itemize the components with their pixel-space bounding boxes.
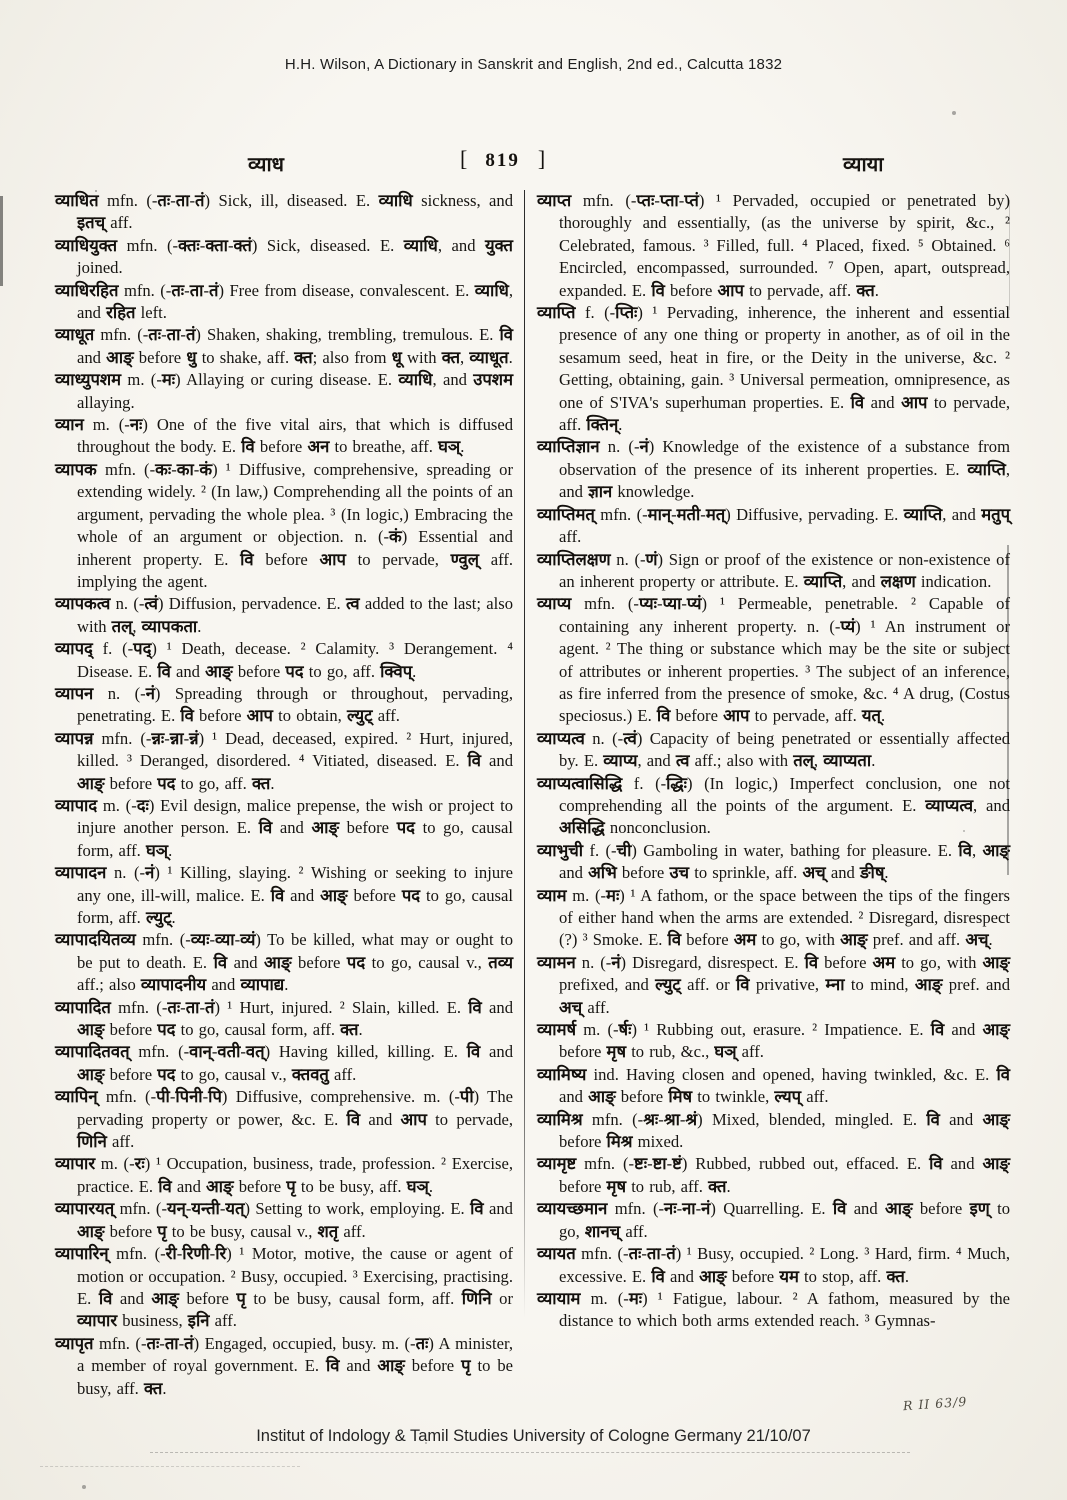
entry-body: m. (-मः) ¹ Fatigue, labour. ² A fathom, measured by the distance to which both arms extended reach. ³ Gymnas- <box>559 1288 1010 1331</box>
entry-headword: व्यामर्ष <box>537 1020 577 1040</box>
entry-headword: व्यापादित <box>55 997 111 1017</box>
dictionary-entry <box>55 862 513 929</box>
entry-body: mfn. (-कः-का-कं) ¹ Diffusive, comprehensive, spreading or extending widely. ² (In law,) Comprehending all the points of an argument, pervading the whole plea. ³ (In logic,) Embracing the whole of an argument or objection. n. (-कं) Essential and inherent property. E. वि before आप to pervade, ण्वुल् aff. implying the agent. <box>77 459 513 591</box>
entry-body: n. (-णं) Sign or proof of the existence or non-existence of an inherent property or attribute. E. व्याप्ति, and लक्षण indication. <box>559 549 1011 591</box>
entry-headword: व्यापारिन् <box>55 1244 109 1264</box>
entry-body: f. (-प्तिः) ¹ Pervading, inherence, the inherent and essential presence of any one thing or property in another, as of oil in the sesamum seed, heat in fire, or the Deity in the universe, &c. ² Getting, obtaining, gain. ³ Universal permeation, omnipresence, as one of S'IVA's superhuman properties. E. वि and आप to pervade, aff. क्तिन्. <box>559 303 1011 435</box>
page-number: 819 <box>485 150 520 171</box>
dictionary-entry <box>55 638 513 683</box>
dictionary-entry <box>55 1086 513 1153</box>
entry-body: m. (-नः) One of the five vital airs, that which is diffused throughout the body. E. वि before अन to breathe, aff. घञ्. <box>77 415 514 457</box>
entry-body: mfn. (-मान्-मती-मत्) Diffusive, pervading. E. व्याप्ति, and मतुप् aff. <box>559 504 1010 547</box>
catchword-left: व्याध <box>248 154 284 176</box>
entry-headword: व्याप्तिमत् <box>537 504 595 524</box>
entry-headword: व्यापृत <box>55 1333 94 1353</box>
dictionary-entry <box>55 235 513 280</box>
handwritten-note: R II 63/9 <box>902 1393 968 1414</box>
entry-headword: व्यापकत्व <box>55 594 111 614</box>
dictionary-entry <box>537 1198 1010 1243</box>
column-right <box>537 190 1010 1333</box>
entry-body: mfn. (-पी-पिनी-पि) Diffusive, comprehensive. m. (-पी) The pervading property or power, &c. E. वि and आप to pervade, णिनि aff. <box>77 1087 514 1152</box>
entry-body: mfn. (-री-रिणी-रि) ¹ Motor, motive, the cause or agent of motion or occupation. ² Busy, occupied. ³ Exercising, practising. E. वि and आङ् before पृ to be busy, causal form, aff. णिनि or व्यापार business, इनि aff. <box>77 1244 513 1331</box>
dictionary-entry <box>537 302 1010 436</box>
entry-headword: व्यामिश्र <box>537 1109 583 1129</box>
entry-headword: व्याप्ति <box>537 303 576 323</box>
column-left <box>55 190 513 1400</box>
entry-body: mfn. (-व्यः-व्या-व्यं) To be killed, what may or ought to be put to death. E. वि and आङ् before पद to go, causal v., तव्य aff.; also व्यापादनीय and व्यापाद्य. <box>77 930 513 995</box>
entry-body: m. (-दः) Evil design, malice prepense, the wish or project to injure another person. E. वि and आङ् before पद to go, causal form, aff. घञ्. <box>77 795 513 860</box>
dictionary-entry <box>55 414 513 459</box>
entry-headword: व्यापद् <box>55 639 93 659</box>
entry-headword: व्यापन्न <box>55 728 94 748</box>
dictionary-entry <box>55 1153 513 1198</box>
dictionary-entry <box>55 1198 513 1243</box>
scan-artifact-left-edge <box>0 196 3 286</box>
entry-body: m. (-रः) ¹ Occupation, business, trade, profession. ² Exercise, practice. E. वि and आङ् before पृ to be busy, aff. घञ्. <box>77 1154 514 1196</box>
entry-body: mfn. (-यन्-यन्ती-यत्) Setting to work, employing. E. वि and आङ् before पृ to be busy, causal v., शतृ aff. <box>77 1199 513 1241</box>
entry-body: mfn. (-तः-ता-तं) Engaged, occupied, busy. m. (-तः) A minister, a member of royal government. E. वि and आङ् before पृ to be busy, aff. क्त. <box>77 1333 513 1398</box>
dictionary-entry <box>537 504 1010 549</box>
scan-artifact-right-line-2 <box>1009 200 1010 310</box>
entry-body: n. (-नं) Knowledge of the existence of a substance from observation of the presence of its inherent properties. E. व्याप्ति, and ज्ञान knowledge. <box>559 437 1010 502</box>
entry-headword: व्यापार <box>55 1154 96 1174</box>
dictionary-entry <box>55 997 513 1042</box>
dictionary-entry <box>537 593 1010 727</box>
entry-headword: व्याप्तिलक्षण <box>537 549 611 569</box>
dictionary-entry <box>537 952 1010 1019</box>
entry-headword: व्यायाम <box>537 1288 581 1308</box>
dictionary-entry <box>55 324 513 369</box>
entry-headword: व्याध्युपशम <box>55 370 122 390</box>
entry-body: ind. Having closen and opened, having twinkled, &c. E. वि and आङ् before मिष to twinkle, ल्यप् aff. <box>559 1064 1010 1107</box>
entry-headword: व्याप्य <box>537 594 572 614</box>
scan-artifact-right-line <box>1007 545 1009 875</box>
dictionary-entry <box>537 1153 1010 1198</box>
entry-headword: व्यापादन <box>55 863 107 883</box>
entry-body: mfn. (-तः-ता-तं) ¹ Hurt, injured. ² Slain, killed. E. वि and आङ् before पद to go, causal form, aff. क्त. <box>77 997 514 1040</box>
entry-headword: व्यापादयितव्य <box>55 930 136 950</box>
entry-body: mfn. (-तः-ता-तं) Sick, ill, diseased. E. व्याधि sickness, and इतच् aff. <box>77 191 514 233</box>
bracket-right: ] <box>537 146 546 171</box>
scan-artifact-dashes <box>150 1452 910 1453</box>
dictionary-entry <box>55 1243 513 1333</box>
entry-headword: व्यायत <box>537 1244 576 1264</box>
entry-body: mfn. (-नः-ना-नं) Quarrelling. E. वि and आङ् before इण् to go, शानच् aff. <box>559 1199 1010 1241</box>
dictionary-entry <box>537 773 1010 840</box>
dictionary-entry <box>537 1019 1010 1064</box>
page-number-group <box>460 146 545 172</box>
entry-body: n. (-नं) ¹ Killing, slaying. ² Wishing or seeking to injure any one, ill-will, malice. E. वि and आङ् before पद to go, causal form, aff. ल्युट्. <box>77 863 514 927</box>
dictionary-entry <box>537 436 1010 503</box>
entry-body: f. (-द्धिः) (In logic,) Imperfect conclusion, one not comprehending all the points of the argument. E. व्याप्यत्व, and असिद्धि nonconclusion. <box>559 773 1010 838</box>
dictionary-entry <box>55 683 513 728</box>
entry-body: f. (-ची) Gamboling in water, bathing for pleasure. E. वि, आङ् and अभि before उच to sprinkle, aff. अच् and ङीष्. <box>559 840 1010 883</box>
entry-body: n. (-त्वं) Capacity of being penetrated or essentially affected by. E. व्याप्य, and त्व aff.; also with तल्, व्याप्यता. <box>559 728 1011 771</box>
entry-headword: व्यापन <box>55 683 94 703</box>
dictionary-entry <box>55 1333 513 1400</box>
running-head <box>0 146 1067 180</box>
entry-body: f. (-पद्) ¹ Death, decease. ² Calamity. ³ Derangement. ⁴ Disease. E. वि and आङ् before पद to go, aff. क्विप्. <box>77 639 513 681</box>
catchword-right: व्याया <box>843 154 884 176</box>
entry-headword: व्याप्यत्वासिद्धि <box>537 773 623 793</box>
dictionary-entry <box>537 885 1010 952</box>
entry-headword: व्याधूत <box>55 325 95 345</box>
entry-body: mfn. (-क्तः-क्ता-क्तं) Sick, diseased. E. व्याधि, and युक्त joined. <box>77 235 514 278</box>
scan-artifact-specks <box>95 190 97 192</box>
entry-body: mfn. (-तः-ता-तं) ¹ Busy, occupied. ² Long. ³ Hard, firm. ⁴ Much, excessive. E. वि and आङ् before यम to stop, aff. क्त. <box>559 1244 1010 1286</box>
entry-body: n. (-नं) Spreading through or throughout, pervading, penetrating. E. वि before आप to obtain, ल्युट् aff. <box>77 683 514 726</box>
footer-credit: Institut of Indology & Tamil Studies University of Cologne Germany 21/10/07 <box>256 1427 811 1445</box>
entry-headword: व्यान <box>55 415 84 435</box>
dictionary-entry <box>55 459 513 593</box>
entry-body: m. (-मः) Allaying or curing disease. E. व्याधि, and उपशम allaying. <box>77 370 514 412</box>
entry-headword: व्यामिष्य <box>537 1064 587 1084</box>
dictionary-entry <box>537 1288 1010 1333</box>
entry-body: mfn. (-प्यः-प्या-प्यं) ¹ Permeable, penetrable. ² Capable of containing any inherent property. n. (-प्यं) ¹ An instrument or agent. ² The thing or substance which may be the site or subject of attributes or inherent properties. ³ The subject of an inference, as fire inferred from the presence of smoke, &c. ⁴ A drug, (Costus speciosus.) E. वि before आप to pervade, aff. यत्. <box>559 594 1011 726</box>
scan-artifact-dashes-2 <box>40 1466 300 1467</box>
entry-headword: व्यापाद <box>55 795 98 815</box>
entry-body: n. (-त्वं) Diffusion, pervadence. E. त्व added to the last; also with तल्, व्यापकता. <box>77 594 513 636</box>
dictionary-entry <box>55 593 513 638</box>
scan-header: H.H. Wilson, A Dictionary in Sanskrit and English, 2nd ed., Calcutta 1832 <box>284 56 783 73</box>
entry-body: n. (-नं) Disregard, disrespect. E. वि before अम to go, with आङ् prefixed, and ल्युट् aff. or वि privative, म्ना to mind, आङ् pref. and अच् aff. <box>559 952 1010 1017</box>
entry-headword: व्यापक <box>55 459 97 479</box>
dictionary-entry <box>537 549 1010 594</box>
entry-headword: व्याभुची <box>537 840 584 860</box>
entry-body: m. (-र्षः) ¹ Rubbing out, erasure. ² Impatience. E. वि and आङ् before मृष to rub, &c., घञ् aff. <box>559 1020 1010 1062</box>
entry-body: mfn. (-श्रः-श्रा-श्रं) Mixed, blended, mingled. E. वि and आङ् before मिश्र mixed. <box>559 1109 1010 1152</box>
dictionary-entry <box>55 280 513 325</box>
dictionary-entry <box>537 840 1010 885</box>
dictionary-entry <box>537 190 1010 302</box>
entry-headword: व्यामन <box>537 952 576 972</box>
dictionary-columns <box>55 190 1012 1400</box>
entry-headword: व्याप्तिज्ञान <box>537 437 600 457</box>
entry-headword: व्यापिन् <box>55 1087 98 1107</box>
entry-headword: व्याम <box>537 885 567 905</box>
column-divider-rule <box>524 190 525 1318</box>
entry-headword: व्याधिरहित <box>55 280 119 300</box>
dictionary-entry <box>537 1109 1010 1154</box>
entry-headword: व्याप्त <box>537 191 572 210</box>
entry-headword: व्यामृष्ट <box>537 1154 577 1174</box>
entry-headword: व्यापारयत् <box>55 1199 115 1219</box>
entry-body: m. (-मः) ¹ A fathom, or the space between the tips of the fingers of either hand when the arms are extended. ² Disregard, disrespect (?) ³ Smoke. E. वि before अम to go, with आङ् pref. and aff. अच्. <box>559 885 1010 950</box>
entry-headword: व्याप्यत्व <box>537 728 585 748</box>
dictionary-entry <box>55 728 513 795</box>
entry-headword: व्यापादितवत् <box>55 1042 130 1062</box>
dictionary-entry <box>55 1041 513 1086</box>
entry-headword: व्यायच्छमान <box>537 1199 608 1219</box>
entry-body: mfn. (-वान्-वती-वत्) Having killed, killing. E. वि and आङ् before पद to go, causal v., क्तवतु aff. <box>77 1042 513 1084</box>
entry-headword: व्याधित <box>55 191 99 210</box>
entry-body: mfn. (-तः-ता-तं) Shaken, shaking, trembling, tremulous. E. वि and आङ् before धु to shake, aff. क्त; also from धू with क्त, व्याधूत. <box>77 325 513 367</box>
dictionary-entry <box>55 369 513 414</box>
dictionary-entry <box>537 728 1010 773</box>
dictionary-entry <box>537 1243 1010 1288</box>
bracket-left: [ <box>460 146 468 171</box>
entry-body: mfn. (-प्तः-प्ता-प्तं) ¹ Pervaded, occupied or penetrated by) thoroughly and essentially, (as the universe by spirit, &c., ² Celebrated, famous. ³ Filled, full. ⁴ Placed, fixed. ⁵ Obtained. ⁶ Encircled, encompassed, surrounded. ⁷ Open, apart, outspread, expanded. E. वि before आप to pervade, aff. क्त. <box>559 191 1010 300</box>
dictionary-entry <box>55 795 513 862</box>
dictionary-entry <box>55 929 513 996</box>
dictionary-entry <box>55 190 513 235</box>
entry-body: mfn. (-तः-ता-तं) Free from disease, convalescent. E. व्याधि, and रहित left. <box>77 280 513 323</box>
entry-body: mfn. (-न्नः-न्ना-न्नं) ¹ Dead, deceased, expired. ² Hurt, injured, killed. ³ Deranged, disordered. ⁴ Vitiated, diseased. E. वि and आङ् before पद to go, aff. क्त. <box>77 728 513 793</box>
dictionary-entry <box>537 1064 1010 1109</box>
entry-headword: व्याधियुक्त <box>55 235 118 255</box>
entry-body: mfn. (-ष्टः-ष्टा-ष्टं) Rubbed, rubbed out, effaced. E. वि and आङ् before मृष to rub, aff. क्त. <box>559 1154 1010 1196</box>
